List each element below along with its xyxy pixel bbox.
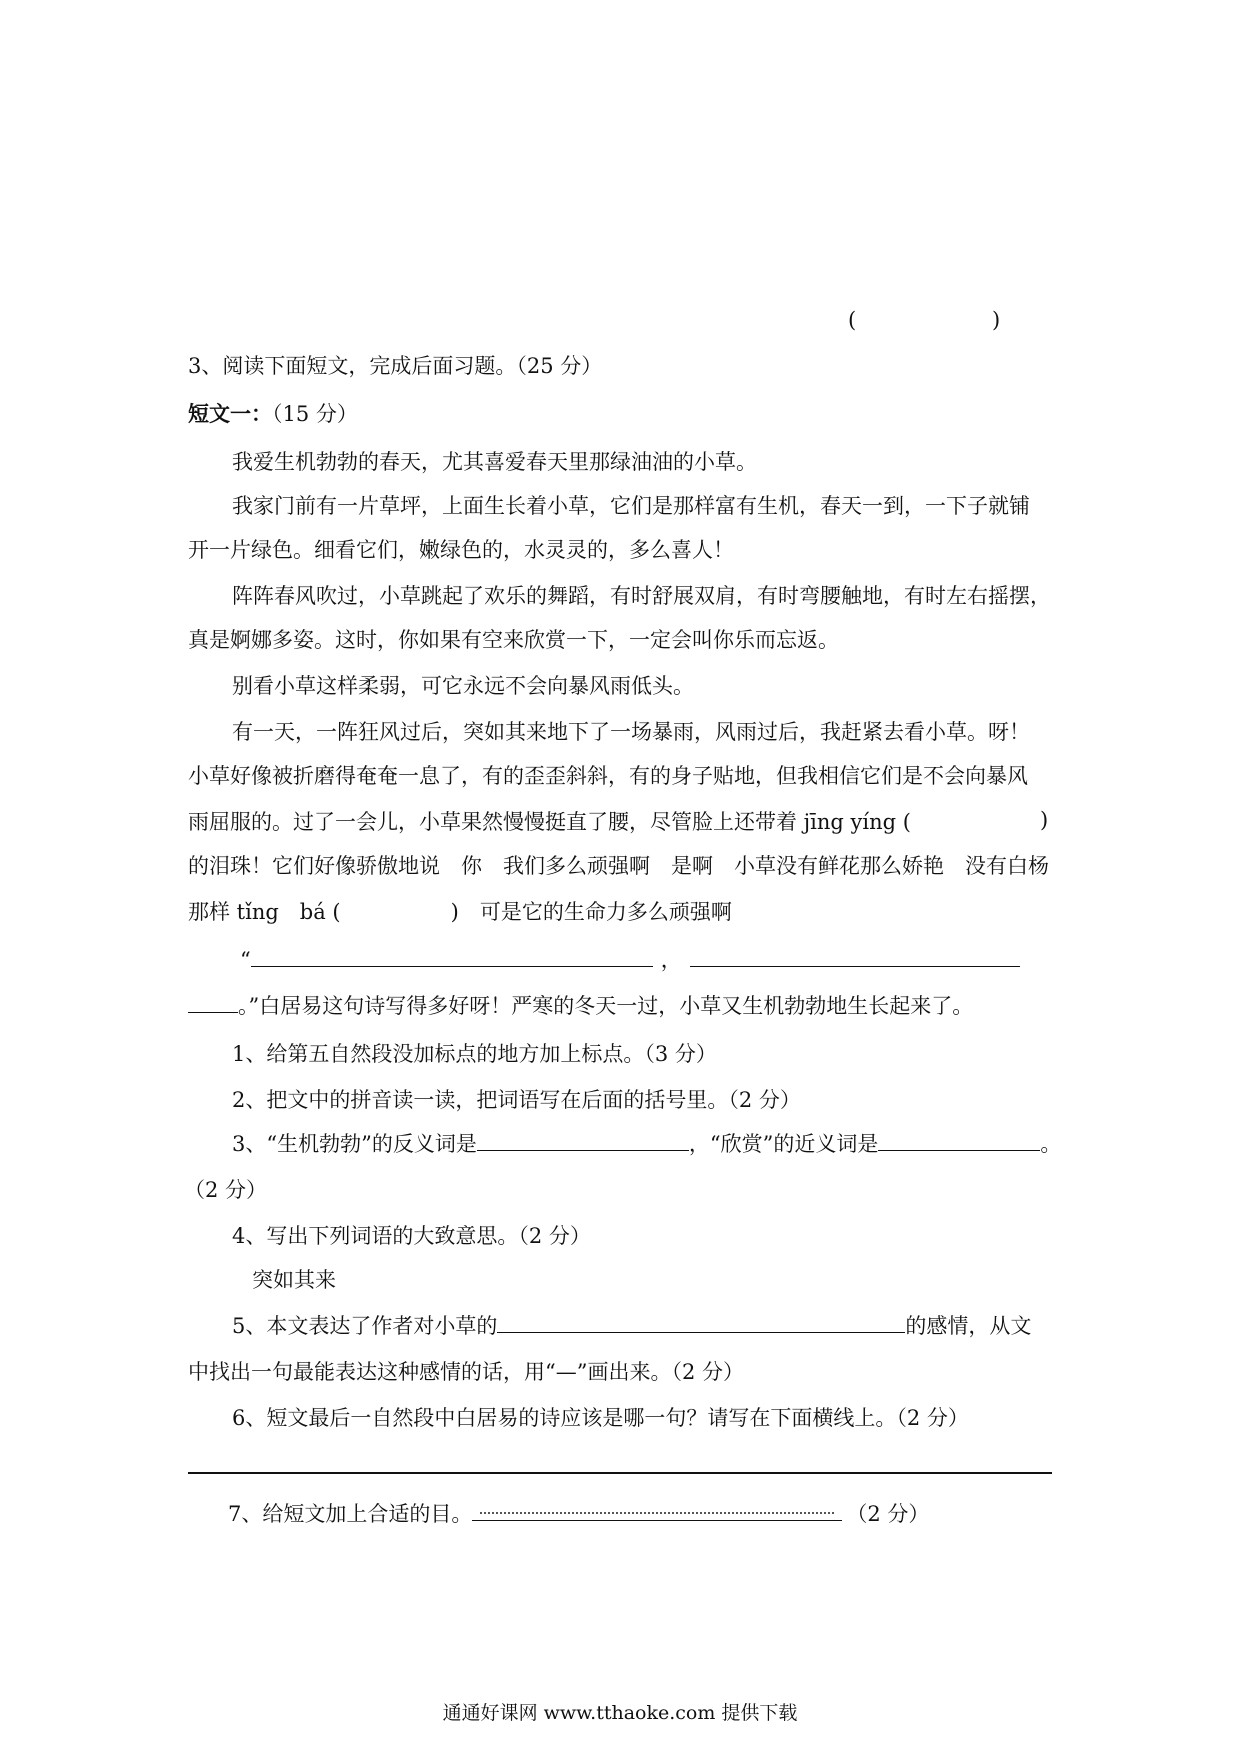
paragraph-6: 。”白居易这句诗写得多好呀！严寒的冬天一过，小草又生机勃勃地生长起来了。: [238, 994, 974, 1018]
question-3: [232, 1130, 1061, 1158]
quote-comma: ，: [660, 948, 682, 972]
question-6: 6、短文最后一自然段中白居易的诗应该是哪一句？请写在下面横线上。（2 分）: [232, 1406, 969, 1430]
quote-open: “: [240, 948, 251, 972]
paragraph-3-line-1: 阵阵春风吹过，小草跳起了欢乐的舞蹈，有时舒展双肩，有时弯腰触地，有时左右摇摆，: [232, 584, 1051, 608]
paragraph-4: 别看小草这样柔弱，可它永远不会向暴风雨低头。: [232, 674, 694, 698]
paragraph-2-line-2: 开一片绿色。细看它们，嫩绿色的，水灵灵的，多么喜人！: [188, 538, 734, 562]
section-title: 3、阅读下面短文，完成后面习题。（25 分）: [188, 354, 603, 378]
poem-blank-2[interactable]: [690, 946, 1020, 967]
synonym-blank[interactable]: [878, 1130, 1040, 1151]
question-5-suffix: 的感情，从文: [905, 1314, 1032, 1338]
question-3-middle: ，“欣赏”的近义词是: [688, 1132, 879, 1156]
paragraph-1: 我爱生机勃勃的春天，尤其喜爱春天里那绿油油的小草。: [232, 450, 757, 474]
paragraph-5-line-4: 的泪珠！它们好像骄傲地说 你 我们多么顽强啊 是啊 小草没有鲜花那么娇艳 没有白杨: [188, 854, 1049, 878]
answer-line-q6[interactable]: [188, 1472, 1052, 1474]
passage-label: 短文一：: [188, 402, 272, 426]
paragraph-5-line-5: [188, 898, 732, 926]
pinyin-bracket-close: ): [1040, 808, 1049, 832]
question-5: [232, 1312, 1031, 1340]
question-4: 4、写出下列词语的大致意思。（2 分）: [232, 1224, 591, 1248]
question-4-word: 突如其来: [252, 1268, 336, 1292]
question-1: 1、给第五自然段没加标点的地方加上标点。（3 分）: [232, 1042, 717, 1066]
paragraph-3-line-2: 真是婀娜多姿。这时，你如果有空来欣赏一下，一定会叫你乐而忘返。: [188, 628, 839, 652]
pinyin-tingba: 那样 tǐng bá (: [188, 900, 341, 924]
poem-blank-1[interactable]: [251, 946, 653, 967]
question-5-prefix: 5、本文表达了作者对小草的: [232, 1314, 498, 1338]
question-2: 2、把文中的拼音读一读，把词语写在后面的括号里。（2 分）: [232, 1088, 801, 1112]
question-5-line-2: 中找出一句最能表达这种感情的话，用“—”画出来。（2 分）: [188, 1360, 745, 1384]
question-7-prefix: 7、给短文加上合适的目。: [228, 1502, 473, 1526]
question-3-end: 。: [1040, 1132, 1062, 1156]
paragraph-5-line-5-tail: ) 可是它的生命力多么顽强啊: [450, 900, 732, 924]
question-7-score: （2 分）: [846, 1502, 930, 1526]
question-7: [228, 1500, 929, 1528]
antonym-blank[interactable]: [477, 1130, 689, 1151]
paragraph-5-line-2: 小草好像被折磨得奄奄一息了，有的歪歪斜斜，有的身子贴地，但我相信它们是不会向暴风: [188, 764, 1028, 788]
paragraph-5-line-3: 雨屈服的。过了一会儿，小草果然慢慢挺直了腰，尽管脸上还带着 jīng yíng (: [188, 810, 911, 834]
poem-line-1: [240, 946, 1020, 974]
title-blank[interactable]: [472, 1500, 842, 1521]
passage-score: （15 分）: [272, 402, 358, 426]
answer-bracket-open: (: [848, 308, 857, 332]
poem-line-2: [188, 992, 973, 1020]
poem-blank-3[interactable]: [188, 992, 238, 1013]
question-3-score: （2 分）: [184, 1178, 268, 1202]
paragraph-2-line-1: 我家门前有一片草坪，上面生长着小草，它们是那样富有生机，春天一到，一下子就铺: [232, 494, 1030, 518]
feeling-blank[interactable]: [497, 1312, 905, 1333]
paragraph-5-line-1: 有一天，一阵狂风过后，突如其来地下了一场暴雨，风雨过后，我赶紧去看小草。呀！: [232, 720, 1030, 744]
page-footer: 通通好课网 www.tthaoke.com 提供下载: [442, 1702, 798, 1724]
passage-header: [188, 400, 358, 428]
question-3-prefix: 3、“生机勃勃”的反义词是: [232, 1132, 477, 1156]
answer-bracket-close: ): [992, 308, 1001, 332]
